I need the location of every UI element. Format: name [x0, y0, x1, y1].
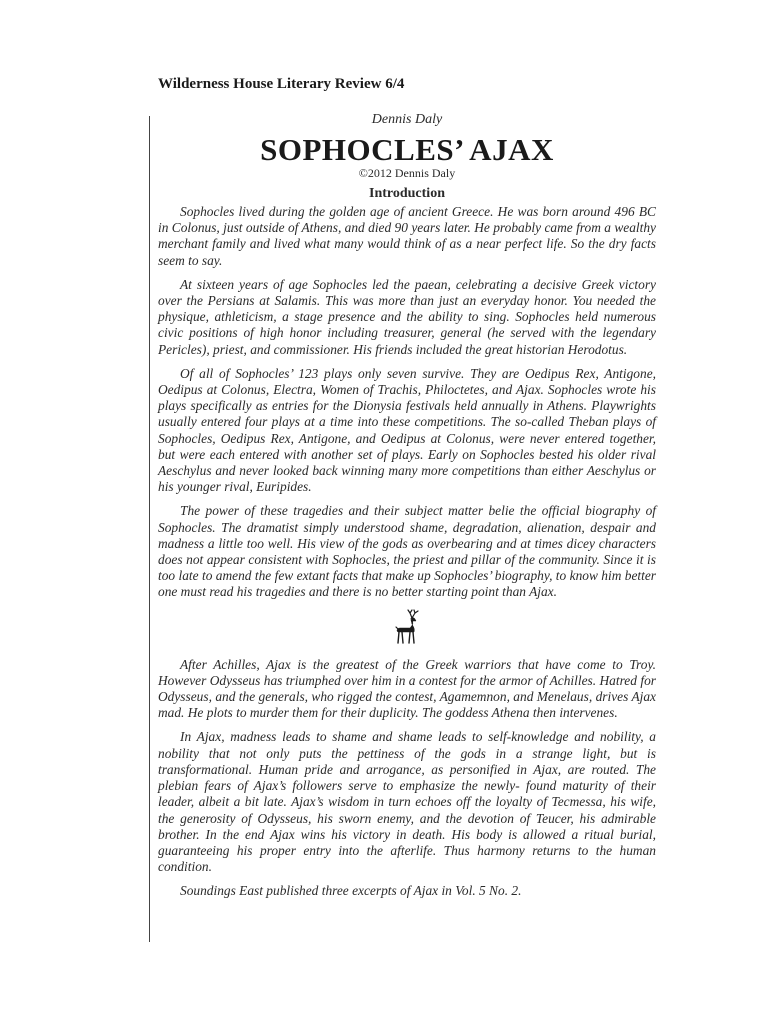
ornament	[158, 609, 656, 649]
body-paragraph-1: After Achilles, Ajax is the greatest of the Greek warriors that have come to Troy. However Odysseus has triumphed over him in a contest for the armor of Achilles. Hatred for Odysseus, and the generals, who rigged the contest, Agamemnon, and Menelaus, drives Ajax mad. He plots to murder them for their duplicity. The goddess Athena then intervenes.	[158, 656, 656, 721]
body-paragraph-2: In Ajax, madness leads to shame and shame leads to self-knowledge and nobility, a nobility that not only puts the pettiness of the gods in a strange light, but is transformational. Human pride and arrogance, as personified in Ajax, are routed. The plebian fears of Ajax’s followers serve to emphasize the newly- found maturity of their leader, albeit a bit late. Ajax’s wisdom in turn echoes off the loyalty of Tecmessa, his wife, the generosity of Odysseus, his sworn enemy, and the devotion of Teucer, his admirable brother. In the end Ajax wins his victory in death. His body is allowed a ritual burial, guaranteeing his proper entry into the afterlife. Thus harmony returns to the human condition.	[158, 729, 656, 875]
body-paragraph-3: Soundings East published three excerpts of Ajax in Vol. 5 No. 2.	[180, 883, 522, 899]
copyright-line: ©2012 Dennis Daly	[358, 166, 456, 180]
journal-header: Wilderness House Literary Review 6/4	[158, 76, 405, 92]
intro-paragraph-2: At sixteen years of age Sophocles led the paean, celebrating a decisive Greek victory over the Persians at Salamis. This was more than just an everyday honor. You needed the physique, athleticism, a stage presence and the ability to sing. Sophocles held numerous civic positions of high honor including treasurer, general (he served with the legendary Pericles), priest, and commissioner. His friends included the great historian Herodotus.	[158, 276, 656, 357]
deer-icon	[392, 609, 422, 645]
left-margin-rule	[149, 116, 150, 942]
author-name: Dennis Daly	[371, 112, 443, 127]
intro-paragraph-3: Of all of Sophocles’ 123 plays only seven survive. They are Oedipus Rex, Antigone, Oedipus at Colonus, Electra, Women of Trachis, Philoctetes, and Ajax. Sophocles wrote his plays specifically as entries for the Dionysia festivals held annually in Athens. Playwrights usually entered four plays at a time into these competitions. The so-called Theban plays of Sophocles, Oedipus Rex, Antigone, and Oedipus at Colonus, were never entered together, but were each entered with another set of plays. Early on Sophocles bested his older rival Aeschylus and never looked back winning many more competitions than either Aeschylus or his younger rival, Euripides.	[158, 365, 656, 495]
section-heading: Introduction	[369, 186, 445, 201]
article-column	[158, 112, 656, 908]
intro-paragraph-4: The power of these tragedies and their subject matter belie the official biography of Sophocles. The dramatist simply understood shame, degradation, alienation, despair and madness a little too well. His view of the gods as overbearing and at times dicey characters does not appear consistent with Sophocles, the priest and pillar of the community. Since it is too late to amend the few extant facts that make up Sophocles’ biography, to know him better one must read his tragedies and there is no better starting point than Ajax.	[158, 503, 656, 600]
article-title: SOPHOCLES’ AJAX	[260, 132, 554, 167]
intro-paragraph-1: Sophocles lived during the golden age of ancient Greece. He was born around 496 BC in Colonus, just outside of Athens, and died 90 years later. He probably came from a wealthy merchant family and lived what many would think of as a near perfect life. So the dry facts seem to say.	[158, 204, 656, 268]
